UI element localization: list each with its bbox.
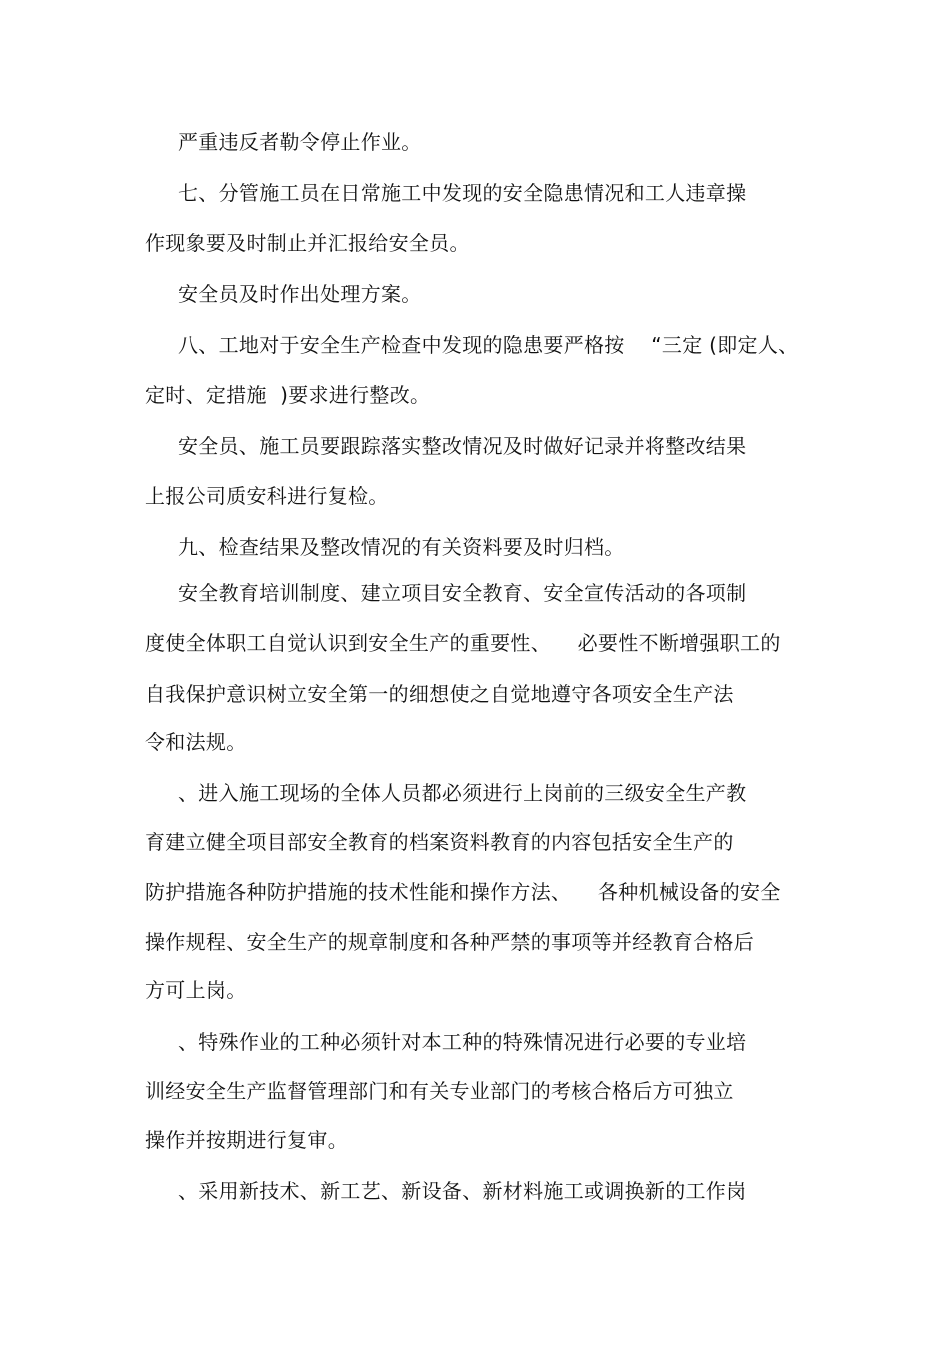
- text-line: 作现象要及时制止并汇报给安全员。: [145, 231, 470, 255]
- text-line: 安全员、施工员要跟踪落实整改情况及时做好记录并将整改结果: [178, 434, 747, 458]
- text-line: 上报公司质安科进行复检。: [145, 484, 389, 508]
- text-line: 安全教育培训制度、建立项目安全教育、安全宣传活动的各项制: [178, 581, 747, 605]
- text-line: 自我保护意识树立安全第一的细想使之自觉地遵守各项安全生产法: [145, 682, 734, 706]
- text-line: 令和法规。: [145, 730, 247, 754]
- text-line: 操作规程、安全生产的规章制度和各种严禁的事项等并经教育合格后: [145, 930, 754, 954]
- text-line: 九、检查结果及整改情况的有关资料要及时归档。: [178, 535, 625, 559]
- text-line: 训经安全生产监督管理部门和有关专业部门的考核合格后方可独立: [145, 1079, 734, 1103]
- text-line: 八、工地对于安全生产检查中发现的隐患要严格按 “三定 (即定人、: [178, 333, 799, 357]
- text-line: 、采用新技术、新工艺、新设备、新材料施工或调换新的工作岗: [178, 1179, 747, 1203]
- text-line: 七、分管施工员在日常施工中发现的安全隐患情况和工人违章操: [178, 181, 747, 205]
- text-line: 育建立健全项目部安全教育的档案资料教育的内容包括安全生产的: [145, 830, 734, 854]
- text-line: 操作并按期进行复审。: [145, 1128, 348, 1152]
- text-line: 安全员及时作出处理方案。: [178, 282, 422, 306]
- text-line: 防护措施各种防护措施的技术性能和操作方法、 各种机械设备的安全: [145, 880, 781, 904]
- text-line: 、进入施工现场的全体人员都必须进行上岗前的三级安全生产教: [178, 781, 747, 805]
- text-line: 定时、定措施 )要求进行整改。: [145, 383, 431, 407]
- text-line: 方可上岗。: [145, 978, 247, 1002]
- text-line: 度使全体职工自觉认识到安全生产的重要性、 必要性不断增强职工的: [145, 631, 781, 655]
- text-line: 、特殊作业的工种必须针对本工种的特殊情况进行必要的专业培: [178, 1030, 747, 1054]
- text-line: 严重违反者勒令停止作业。: [178, 130, 422, 154]
